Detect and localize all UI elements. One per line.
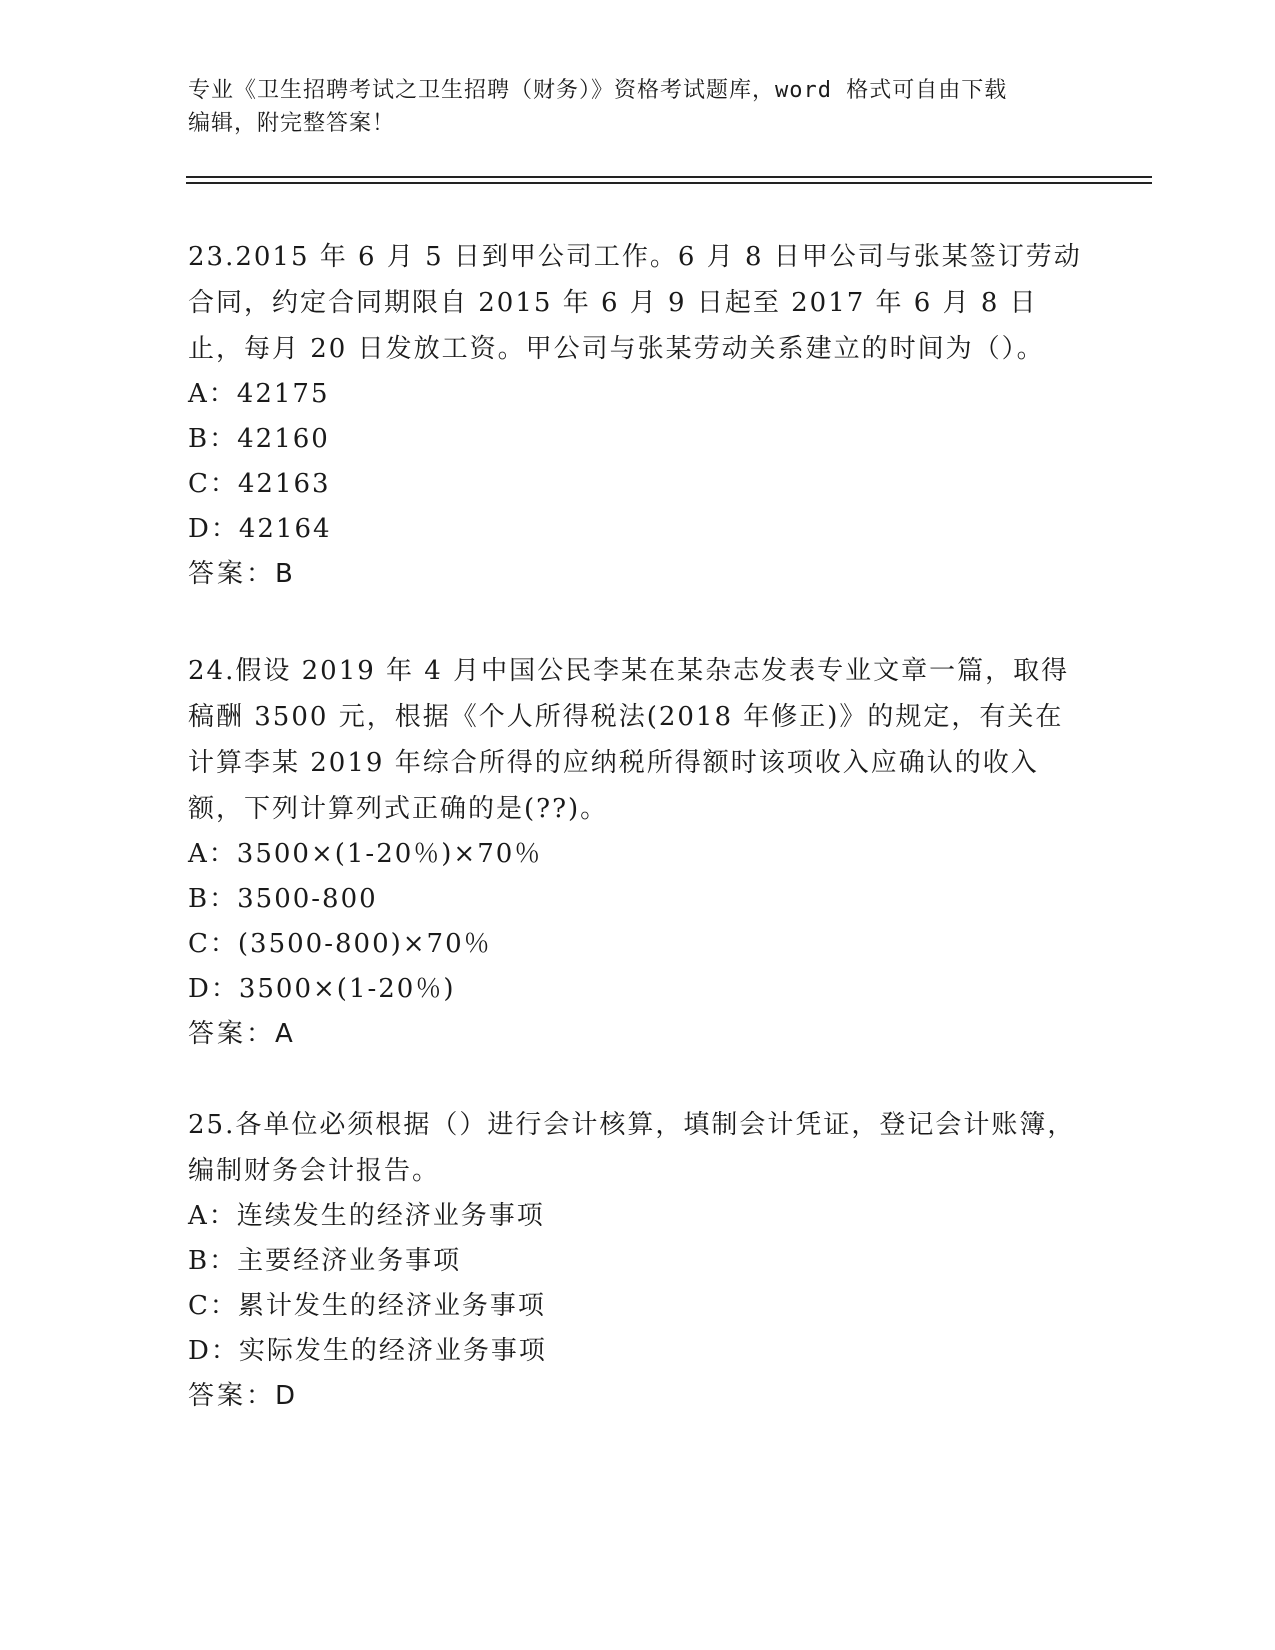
- question-24: [188, 648, 1088, 1057]
- option-d: D：实际发生的经济业务事项: [188, 1336, 547, 1366]
- document-header: [188, 74, 1108, 140]
- header-divider-top: [186, 176, 1152, 178]
- header-line-2: 编辑，附完整答案！: [188, 111, 396, 136]
- question-25: [188, 1102, 1088, 1419]
- option-b: B：42160: [188, 424, 330, 454]
- option-c: C：累计发生的经济业务事项: [188, 1291, 546, 1321]
- question-text: 25.各单位必须根据（）进行会计核算，填制会计凭证，登记会计账簿，编制财务会计报告。: [188, 1110, 1076, 1186]
- option-d: D：42164: [188, 514, 332, 544]
- option-d: D：3500×(1-20％): [188, 974, 456, 1004]
- option-c: C：(3500-800)×70％: [188, 929, 492, 959]
- answer-line: 答案：B: [188, 559, 296, 589]
- option-b: B：3500-800: [188, 884, 378, 914]
- option-a: A：3500×(1-20％)×70％: [188, 839, 543, 869]
- question-text: 24.假设 2019 年 4 月中国公民李某在某杂志发表专业文章一篇，取得稿酬 3500 元，根据《个人所得税法(2018 年修正)》的规定，有关在计算李某 2019 年综合所得的应纳税所得额时该项收入应确认的收入额，下列计算列式正确的是(??)。: [188, 656, 1070, 824]
- header-divider-bottom: [186, 182, 1152, 184]
- option-a: A：42175: [188, 379, 330, 409]
- option-c: C：42163: [188, 469, 331, 499]
- answer-line: 答案：A: [188, 1019, 296, 1049]
- header-line-1: 专业《卫生招聘考试之卫生招聘（财务）》资格考试题库，word 格式可自由下载: [188, 78, 1008, 103]
- answer-line: 答案：D: [188, 1381, 299, 1411]
- question-text: 23.2015 年 6 月 5 日到甲公司工作。6 月 8 日甲公司与张某签订劳动合同，约定合同期限自 2015 年 6 月 9 日起至 2017 年 6 月 8 日止，每月 20 日发放工资。甲公司与张某劳动关系建立的时间为（）。: [188, 242, 1082, 364]
- option-a: A：连续发生的经济业务事项: [188, 1201, 545, 1231]
- question-23: [188, 234, 1088, 597]
- option-b: B：主要经济业务事项: [188, 1246, 462, 1276]
